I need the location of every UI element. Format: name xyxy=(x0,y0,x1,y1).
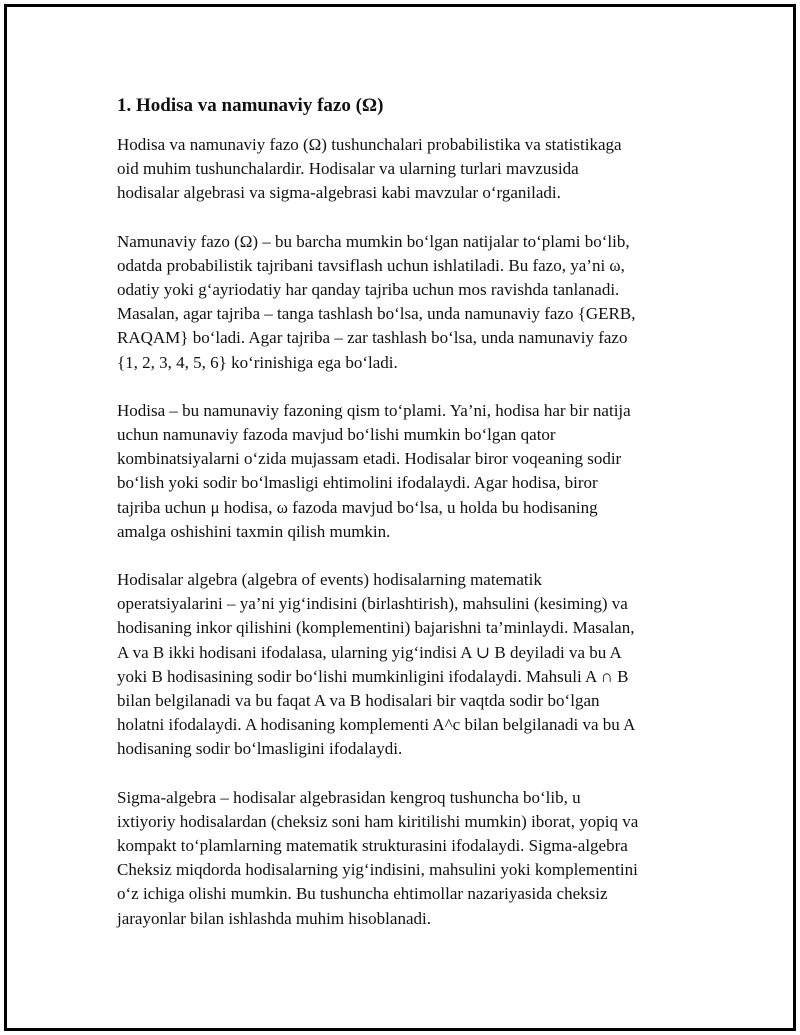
text-line: operatsiyalarini – ya’ni yig‘indisini (birlashtirish), mahsulini (kesiming) va xyxy=(117,594,628,614)
paragraph-algebra-of-events xyxy=(117,568,697,762)
text-line: Hodisalar algebra (algebra of events) hodisalarning matematik xyxy=(117,570,542,590)
text-line: Hodisa – bu namunaviy fazoning qism to‘plami. Ya’ni, hodisa har bir natija xyxy=(117,400,631,420)
text-line: bo‘lish yoki sodir bo‘lmasligi ehtimolini ifodalaydi. Agar hodisa, biror xyxy=(117,473,598,493)
text-line: jarayonlar bilan ishlashda muhim hisoblanadi. xyxy=(117,908,431,928)
paragraph-event xyxy=(117,399,697,544)
text-line: odatda probabilistik tajribani tavsiflash uchun ishlatiladi. Bu fazo, ya’ni ω, xyxy=(117,255,625,275)
text-line: Sigma-algebra – hodisalar algebrasidan kengroq tushuncha bo‘lib, u xyxy=(117,787,581,807)
text-line: Hodisa va namunaviy fazo (Ω) tushunchalari probabilistika va statistikaga xyxy=(117,135,622,154)
text-line: holatni ifodalaydi. A hodisaning komplementi A^c bilan belgilanadi va bu A xyxy=(117,715,636,735)
text-line: kombinatsiyalarni o‘zida mujassam etadi. Hodisalar biror voqeaning sodir xyxy=(117,449,622,469)
text-line: Namunaviy fazo (Ω) – bu barcha mumkin bo‘lgan natijalar to‘plami bo‘lib, xyxy=(117,231,630,251)
section-heading: 1. Hodisa va namunaviy fazo (Ω) xyxy=(117,95,384,116)
document-content xyxy=(117,92,697,955)
text-line: uchun namunaviy fazoda mavjud bo‘lishi mumkin bo‘lgan qator xyxy=(117,425,556,445)
text-line: bilan belgilanadi va bu faqat A va B hodisalari bir vaqtda sodir bo‘lgan xyxy=(117,691,600,711)
text-line: Masalan, agar tajriba – tanga tashlash bo‘lsa, unda namunaviy fazo {GERB, xyxy=(117,304,636,324)
text-line: kompakt to‘plamlarning matematik strukturasini ifodalaydi. Sigma-algebra xyxy=(117,836,628,856)
paragraph-sample-space xyxy=(117,230,697,375)
text-line: odatiy yoki g‘ayriodatiy har qanday tajriba uchun mos ravishda tanlanadi. xyxy=(117,280,620,300)
text-line: amalga oshishini taxmin qilish mumkin. xyxy=(117,521,391,541)
paragraph-sigma-algebra xyxy=(117,786,697,931)
text-line: yoki B hodisasining sodir bo‘lishi mumkinligini ifodalaydi. Mahsuli A ∩ B xyxy=(117,666,629,686)
text-line: hodisaning inkor qilishini (komplementini) bajarishni ta’minlaydi. Masalan, xyxy=(117,618,635,638)
text-line: hodisaning sodir bo‘lmasligini ifodalaydi. xyxy=(117,739,403,759)
paragraph-intro xyxy=(117,133,697,206)
text-line: A va B ikki hodisani ifodalasa, ularning yig‘indisi A ∪ B deyiladi va bu A xyxy=(117,642,622,662)
text-line: Cheksiz miqdorda hodisalarning yig‘indisini, mahsulini yoki komplementini xyxy=(117,860,638,880)
text-line: RAQAM} bo‘ladi. Agar tajriba – zar tashlash bo‘lsa, unda namunaviy fazo xyxy=(117,328,628,348)
text-line: o‘z ichiga olishi mumkin. Bu tushuncha ehtimollar nazariyasida cheksiz xyxy=(117,884,608,904)
text-line: oid muhim tushunchalardir. Hodisalar va ularning turlari mavzusida xyxy=(117,159,579,179)
text-line: {1, 2, 3, 4, 5, 6} ko‘rinishiga ega bo‘ladi. xyxy=(117,352,398,372)
text-line: tajriba uchun μ hodisa, ω fazoda mavjud bo‘lsa, u holda bu hodisaning xyxy=(117,497,598,517)
text-line: hodisalar algebrasi va sigma-algebrasi kabi mavzular o‘rganiladi. xyxy=(117,183,561,203)
text-line: ixtiyoriy hodisalardan (cheksiz soni ham kiritilishi mumkin) iborat, yopiq va xyxy=(117,811,639,831)
